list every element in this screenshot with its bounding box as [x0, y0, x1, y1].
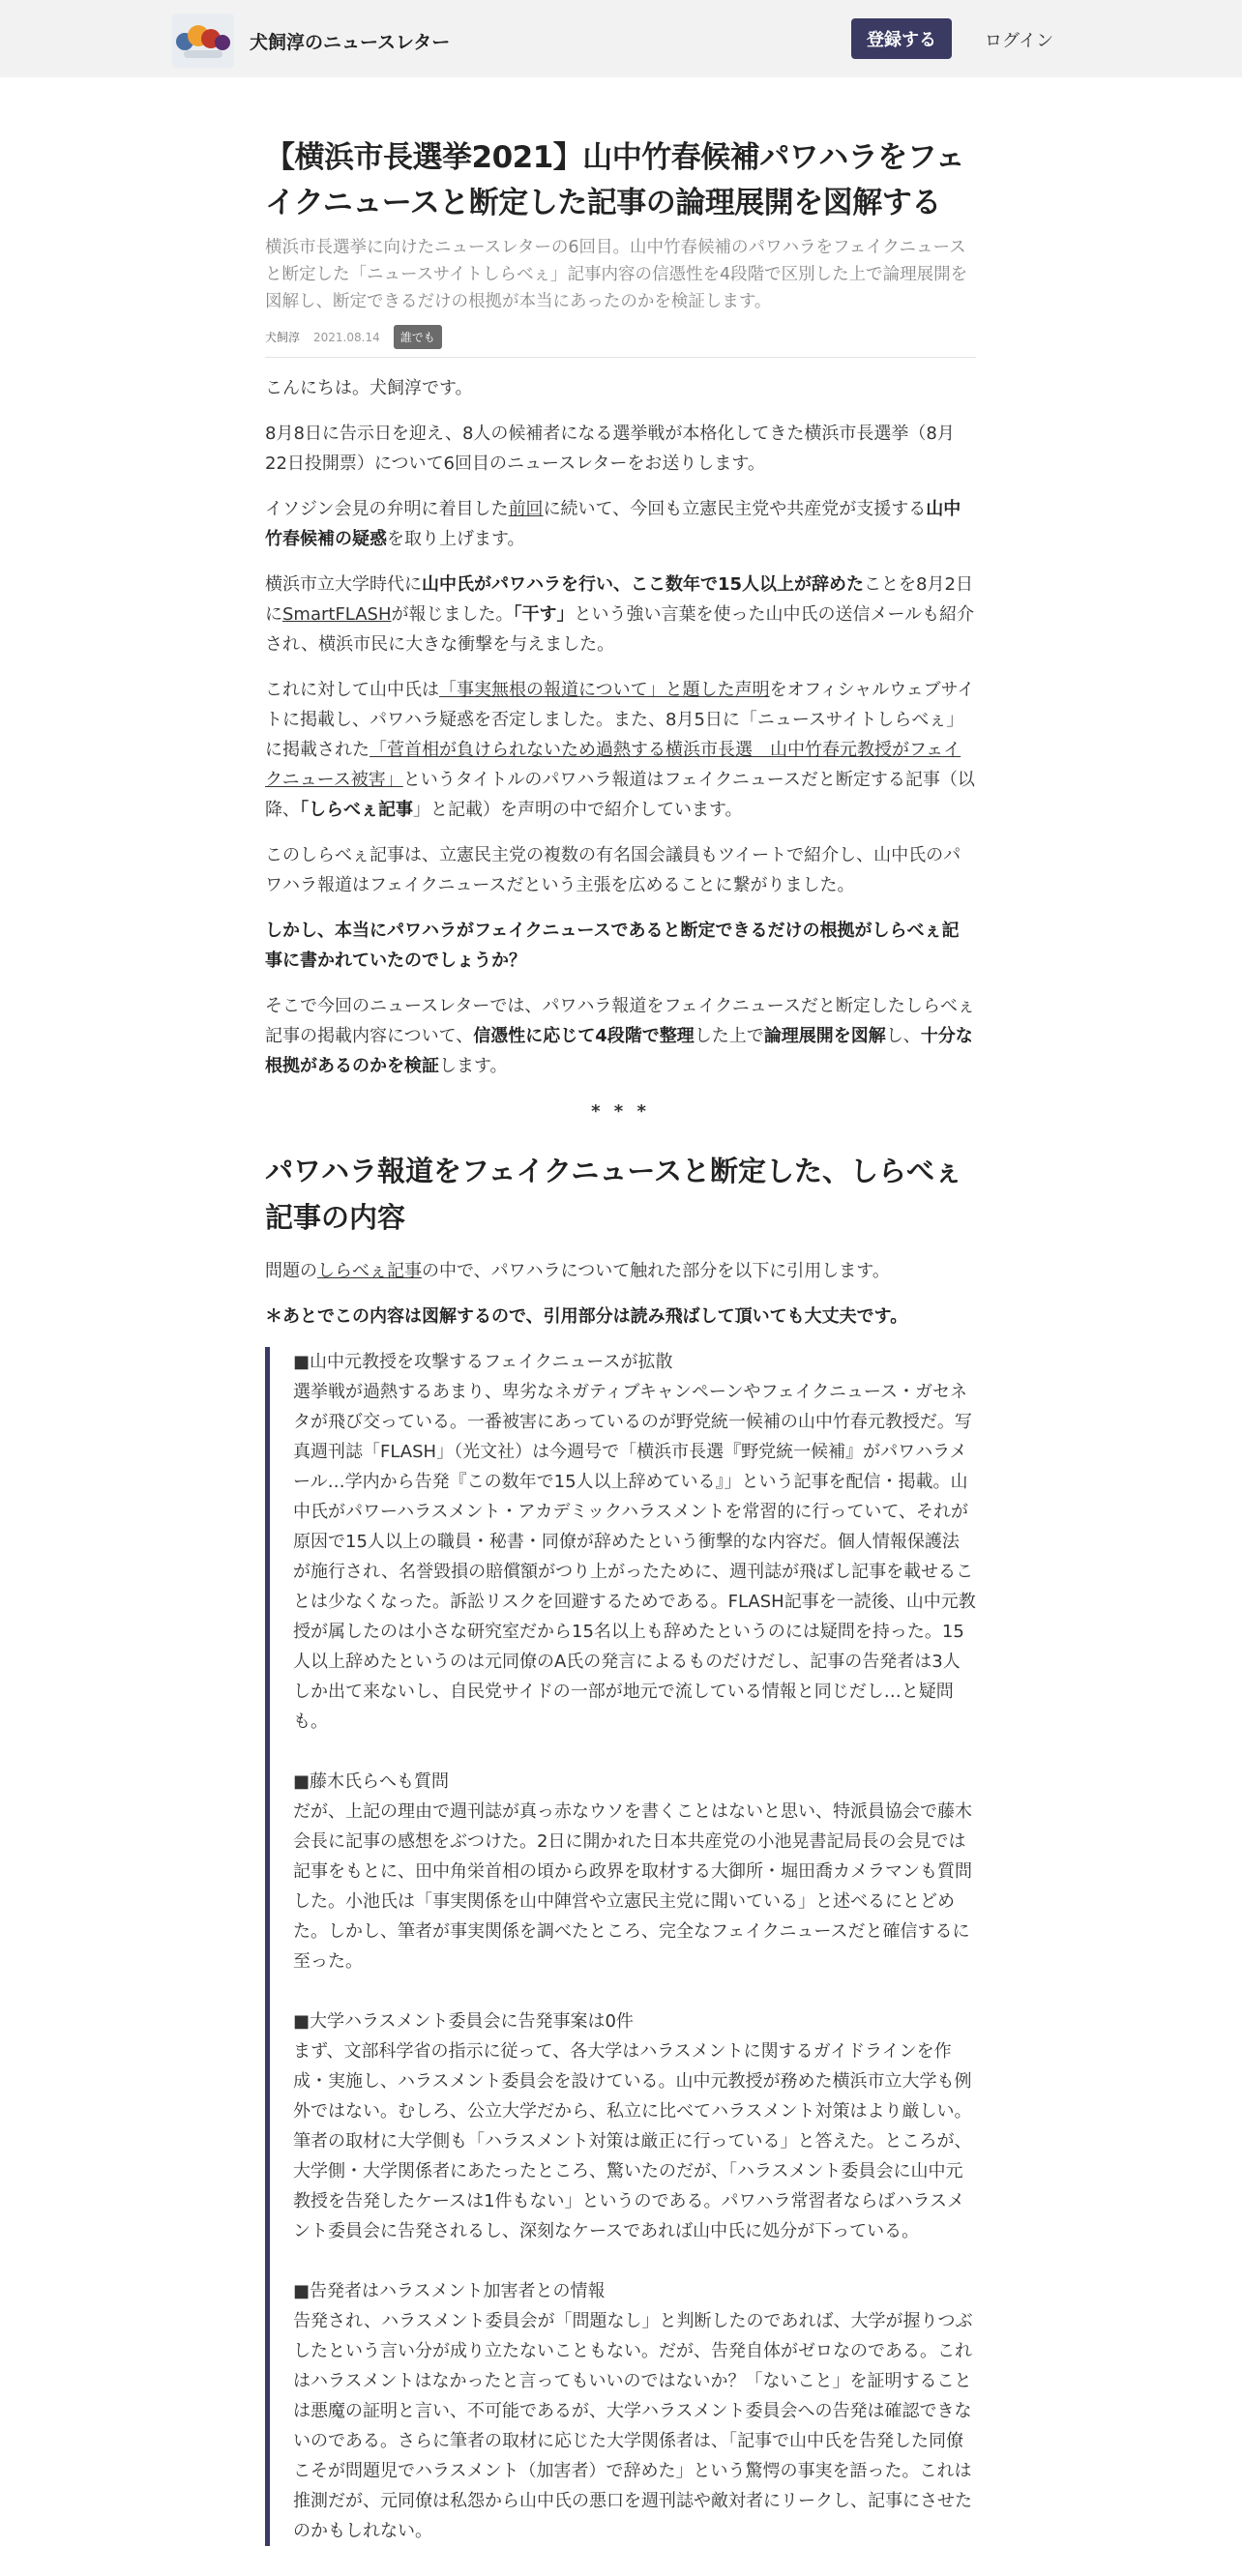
paragraph-question: しかし、本当にパワハラがフェイクニュースであると断定できるだけの根拠がしらべぇ記事に書かれていたのでしょうか？	[265, 921, 960, 971]
statement-link[interactable]: 「事実無根の報道について」と題した声明	[439, 680, 770, 700]
paragraph-statement: これに対して山中氏は「事実無根の報道について」と題した声明をオフィシャルウェブサイトに掲載し、パワハラ疑惑を否定しました。また、8月5日に「ニュースサイトしらべぇ」に掲載された「菅首相が負けられないため過熱する横浜市長選 山中竹春元教授がフェイクニュース被害」というタイトルのパワハラ報道はフェイクニュースだと断定する記事（以降、「しらべぇ記事」と記載）を声明の中で紹介しています。	[265, 680, 975, 820]
paragraph-quote-intro: 問題のしらべぇ記事の中で、パワハラについて触れた部分を以下に引用します。	[265, 1261, 890, 1281]
paragraph-report: 横浜市立大学時代に山中氏がパワハラを行い、ここ数年で15人以上が辞めたことを8月2日にSmartFLASHが報じました。「干す」という強い言葉を使った山中氏の送信メールも紹介され、横浜市民に大きな衝撃を与えました。	[265, 574, 975, 655]
article-body	[265, 373, 976, 2546]
login-link[interactable]: ログイン	[985, 31, 1054, 51]
quote-section-2: ■藤木氏らへも質問 だが、上記の理由で週刊誌が真っ赤なウソを書くことはないと思い、特派員協会で藤木会長に記事の感想をぶつけた。2日に開かれた日本共産党の小池晃書記局長の会見では記事をもとに、田中角栄首相の頃から政界を取材する大御所・堀田喬カメラマンも質問した。小池氏は「事実関係を山中陣営や立憲民主党に聞いている」と述べるにとどめた。しかし、筆者が事実関係を調べたところ、完全なフェイクニュースだと確信するに至った。	[293, 1771, 972, 1972]
smartflash-link[interactable]: SmartFLASH	[282, 604, 392, 625]
paragraph-spread: このしらべぇ記事は、立憲民主党の複数の有名国会議員もツイートで紹介し、山中氏のパワハラ報道はフェイクニュースだという主張を広めることに繋がりました。	[265, 845, 961, 895]
article-subtitle: 横浜市長選挙に向けたニュースレターの6回目。山中竹春候補のパワハラをフェイクニュースと断定した「ニュースサイトしらべぇ」記事内容の信憑性を4段階で区別した上で論理展開を図解し、断定できるだけの根拠が本当にあったのかを検証します。	[265, 238, 968, 311]
quote-section-3: ■大学ハラスメント委員会に告発事案は0件 まず、文部科学省の指示に従って、各大学はハラスメントに関するガイドラインを作成・実施し、ハラスメント委員会を設けている。山中元教授が務めた横浜市立大学も例外ではない。むしろ、公立大学だから、私立に比べてハラスメント対策はより厳しい。筆者の取材に大学側も「ハラスメント対策は厳正に行っている」と答えた。ところが、大学側・大学関係者にあたったところ、驚いたのだが、「ハラスメント委員会に山中元教授を告発したケースは1件もない」というのである。パワハラ常習者ならばハラスメント委員会に告発されるし、深刻なケースであれば山中氏に処分が下っている。	[293, 2011, 972, 2241]
author-link[interactable]: 犬飼淳	[265, 331, 301, 344]
paragraph-topic: イソジン会見の弁明に着目した前回に続いて、今回も立憲民主党や共産党が支援する山中竹春候補の疑惑を取り上げます。	[265, 499, 961, 549]
quoted-article	[265, 1347, 976, 2546]
section-heading: パワハラ報道をフェイクニュースと断定した、しらべぇ記事の内容	[265, 1155, 962, 1234]
paragraph-purpose: そこで今回のニュースレターでは、パワハラ報道をフェイクニュースだと断定したしらべぇ記事の掲載内容について、信憑性に応じて4段階で整理した上で論理展開を図解し、十分な根拠があるのかを検証します。	[265, 996, 975, 1076]
publish-date: 2021.08.14	[313, 330, 380, 344]
site-name: 犬飼淳のニュースレター	[250, 31, 451, 53]
article	[265, 135, 976, 2576]
paragraph-greeting: こんにちは。犬飼淳です。	[265, 378, 473, 398]
paragraph-intro: 8月8日に告示日を迎え、8人の候補者になる選挙戦が本格化してきた横浜市長選挙（8月22日投開票）について6回目のニュースレターをお送りします。	[265, 424, 955, 474]
top-navigation-bar	[0, 0, 1242, 77]
quote-section-1: ■山中元教授を攻撃するフェイクニュースが拡散 選挙戦が過熱するあまり、卑劣なネガティブキャンペーンやフェイクニュース・ガセネタが飛び交っている。一番被害にあっているのが野党統一候補の山中竹春元教授だ。写真週刊誌「FLASH」（光文社）は今週号で「横浜市長選『野党統一候補』がパワハラメール…学内から告発『この数年で15人以上辞めている』」という記事を配信・掲載。山中氏がパワーハラスメント・アカデミックハラスメントを常習的に行っていて、それが原因で15人以上の職員・秘書・同僚が辞めたという衝撃的な内容だ。個人情報保護法が施行され、名誉毀損の賠償額がつり上がったために、週刊誌が飛ばし記事を載せることは少なくなった。訴訟リスクを回避するためである。FLASH記事を一読後、山中元教授が属したのは小さな研究室だから15名以上も辞めたというのには疑問を持った。15人以上辞めたというのは元同僚のA氏の発言によるものだけだし、記事の告発者は3人しか出て来ないし、自民党サイドの一部が地元で流している情報と同じだし…と疑問も。	[293, 1352, 976, 1732]
paragraph-note: ＊あとでこの内容は図解するので、引用部分は読み飛ばして頂いても大丈夫です。	[265, 1306, 908, 1327]
section-separator: * * *	[591, 1101, 650, 1122]
article-title: 【横浜市長選挙2021】山中竹春候補パワハラをフェイクニュースと断定した記事の論理展開を図解する	[265, 140, 965, 220]
register-button[interactable]: 登録する	[851, 18, 952, 59]
audience-badge: 誰でも	[394, 325, 442, 349]
site-logo	[172, 14, 234, 68]
shirabee-title-link[interactable]: 「菅首相が負けられないため過熱する横浜市長選 山中竹春元教授がフェイクニュース被害」	[265, 740, 961, 790]
previous-issue-link[interactable]: 前回	[508, 499, 544, 519]
quote-section-4: ■告発者はハラスメント加害者との情報 告発され、ハラスメント委員会が「問題なし」と判断したのであれば、大学が握りつぶしたという言い分が成り立たないこともない。だが、告発自体がゼロなのである。これはハラスメントはなかったと言ってもいいのではないか？「ないこと」を証明することは悪魔の証明と言い、不可能であるが、大学ハラスメント委員会への告発は確認できないのである。さらに筆者の取材に応じた大学関係者は、「記事で山中氏を告発した同僚こそが問題児でハラスメント（加害者）で辞めた」という驚愕の事実を語った。これは推測だが、元同僚は私怨から山中氏の悪口を週刊誌や敵対者にリークし、記事にさせたのかもしれない。	[293, 2281, 973, 2541]
site-brand-link[interactable]	[172, 14, 450, 68]
article-meta	[265, 325, 976, 358]
shirabee-article-link[interactable]: しらべぇ記事	[317, 1261, 422, 1281]
